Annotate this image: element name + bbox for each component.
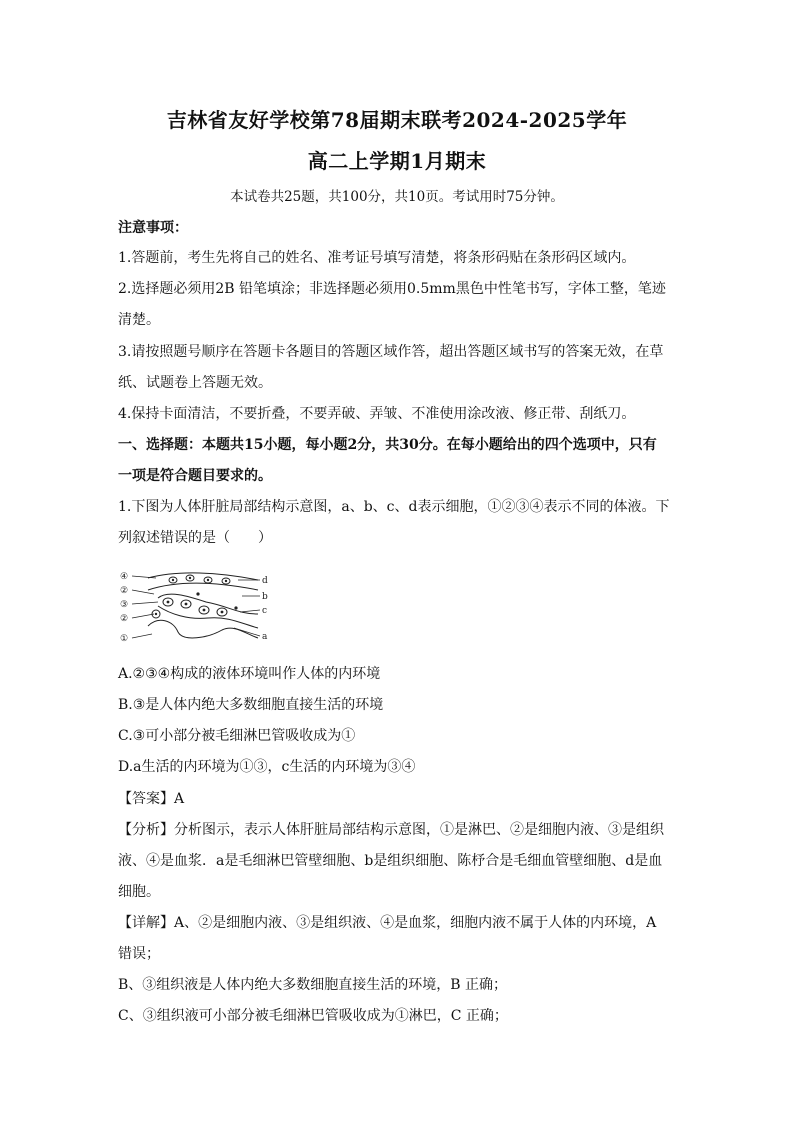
- section-heading-line1: 一、选择题：本题共15小题，每小题2分，共30分。在每小题给出的四个选项中，只有: [118, 437, 657, 453]
- question-stem-line2: 列叙述错误的是（ ）: [118, 530, 272, 546]
- figure-label-4: ④: [120, 572, 129, 582]
- option-c: C.③可小部分被毛细淋巴管吸收成为①: [118, 728, 356, 744]
- analysis-line1: 【分析】分析图示，表示人体肝脏局部结构示意图，①是淋巴、②是细胞内液、③是组织: [118, 822, 664, 838]
- analysis-line3: 细胞。: [118, 884, 160, 900]
- exam-title: 吉林省友好学校第78届期末联考2024-2025学年: [166, 108, 628, 132]
- note-2-line2: 清楚。: [118, 312, 160, 328]
- note-2-line1: 2.选择题必须用2B 铅笔填涂；非选择题必须用0.5mm黑色中性笔书写，字体工整，笔迹: [118, 281, 666, 297]
- figure-label-b: b: [262, 592, 268, 602]
- option-a: A.②③④构成的液体环境叫作人体的内环境: [118, 666, 381, 682]
- figure-label-a: a: [262, 632, 268, 642]
- option-d: D.a生活的内环境为①③，c生活的内环境为③④: [118, 759, 416, 775]
- figure-label-3: ③: [120, 600, 129, 610]
- detail-line4: C、③组织液可小部分被毛细淋巴管吸收成为①淋巴，C 正确；: [118, 1008, 508, 1024]
- figure-label-2-bottom: ②: [120, 614, 129, 624]
- figure-label-d: d: [262, 576, 268, 586]
- analysis-line2: 液、④是血浆．a是毛细淋巴管壁细胞、b是组织细胞、陈杼合是毛细血管壁细胞、d是血: [118, 853, 663, 869]
- notes-heading: 注意事项：: [118, 220, 188, 236]
- note-3-line1: 3.请按照题号顺序在答题卡各题目的答题区域作答，超出答题区域书写的答案无效，在草: [118, 344, 664, 360]
- option-b: B.③是人体内绝大多数细胞直接生活的环境: [118, 697, 384, 713]
- exam-info: 本试卷共25题，共100分，共10页。考试用时75分钟。: [230, 189, 564, 205]
- note-1: 1.答题前，考生先将自己的姓名、准考证号填写清楚，将条形码贴在条形码区域内。: [118, 250, 636, 266]
- answer: 【答案】A: [118, 791, 185, 807]
- note-4: 4.保持卡面清洁，不要折叠，不要弄破、弄皱、不准使用涂改液、修正带、刮纸刀。: [118, 406, 636, 422]
- figure-label-1: ①: [120, 634, 129, 644]
- figure-label-2-top: ②: [120, 586, 129, 596]
- detail-line3: B、③组织液是人体内绝大多数细胞直接生活的环境，B 正确；: [118, 977, 508, 993]
- question-stem-line1: 1.下图为人体肝脏局部结构示意图，a、b、c、d表示细胞，①②③④表示不同的体液。下: [118, 499, 670, 515]
- section-heading-line2: 一项是符合题目要求的。: [118, 468, 272, 484]
- figure-label-c: c: [262, 606, 268, 616]
- note-3-line2: 纸、试题卷上答题无效。: [118, 375, 272, 391]
- detail-line2: 错误；: [118, 946, 160, 962]
- detail-line1: 【详解】A、②是细胞内液、③是组织液、④是血浆，细胞内液不属于人体的内环境，A: [118, 915, 657, 931]
- liver-structure-figure: [118, 568, 278, 648]
- exam-subtitle: 高二上学期1月期末: [307, 149, 487, 173]
